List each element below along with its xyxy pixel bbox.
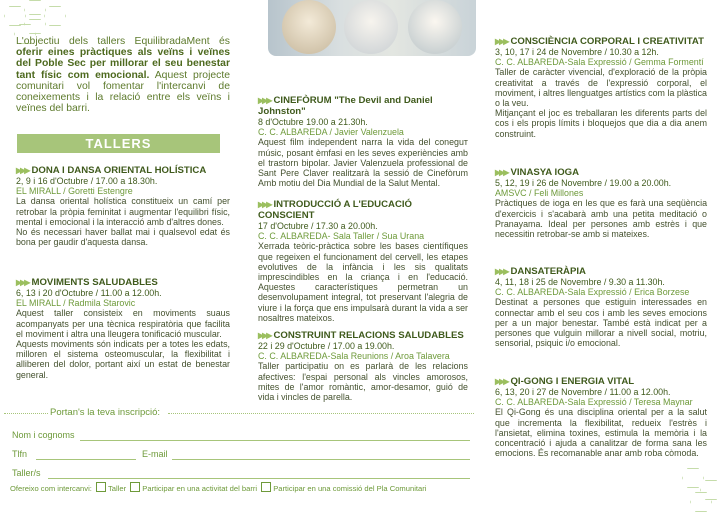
comissio-checkbox[interactable] bbox=[261, 482, 271, 492]
arrow-icon: ▶▶▶ bbox=[258, 200, 271, 209]
workshop-cineforum: ▶▶▶ CINEFÒRUM "The Devil and Daniel Johnston" 8 d'Octubre 19.00 a 21.30h. C. C. ALBAREDA / Javier Valenzuela Aquest film independent narra la vida del coneguт músic, posant èmfasi en les seves experiències amb el trastorn bipolar. Javier Valenzuela professional de Sant Pere Claver realitzarà la sessió de Cinefòrum Amb motiu del Dia Mundial de la Salut Mental. bbox=[258, 95, 468, 189]
arrow-icon: ▶▶▶ bbox=[495, 267, 508, 276]
photo-stretching-woman bbox=[344, 0, 398, 54]
form-title: Portan's la teva inscripció: bbox=[50, 407, 161, 418]
arrow-icon: ▶▶▶ bbox=[495, 168, 508, 177]
name-field[interactable] bbox=[80, 440, 470, 441]
email-label: E-mail bbox=[142, 449, 168, 459]
name-label: Nom i cognoms bbox=[12, 430, 75, 440]
workshop-relacions: ▶▶▶ CONSTRUINT RELACIONS SALUDABLES 22 i 29 d'Octubre / 17.00 a 19.00h. C. C. ALBAREDA-Sala Reunions / Aroa Talavera Taller participatiu on es parlarà de les relacions afectives: l'espai personal als vincles amorosos, mites de l'amor romàntic, amor-desamor, guió de vida i vincles de parella. bbox=[258, 330, 468, 403]
workshop-dona-dansa: ▶▶▶ DONA I DANSA ORIENTAL HOLÍSTICA 2, 9 i 16 d'Octubre / 17.00 a 18.30h. EL MIRALL / Goretti Estengre La dansa oriental holística constitueix un camí per retrobar la pròpia feminitat i augmentar l'equilibri físic, mental i emocional i la interacció amb d'altres dones. No és necessari haver ballat mai i qualsevol edat és bona per gaudir d'aquesta dansa. bbox=[16, 165, 230, 248]
taller-checkbox[interactable] bbox=[96, 482, 106, 492]
arrow-icon: ▶▶▶ bbox=[16, 166, 29, 175]
phone-field[interactable] bbox=[36, 459, 136, 460]
arrow-icon: ▶▶▶ bbox=[258, 96, 271, 105]
workshop-dansateràpia: ▶▶▶ DANSATERÀPIA 4, 11, 18 i 25 de Novembre / 9.30 a 11.30h. C. C. ALBAREDA-Sala Expressió / Erica Borzese Destinat a persones que estiguin interessades en connectar amb el seu cos i amb les seves emocions per a un major benestar. També està indicat per a persones que vulguin millorar a nivell social, motriu, sensorial, psiquic i/o emocional. bbox=[495, 266, 707, 349]
dotted-divider-left bbox=[4, 413, 48, 414]
arrow-icon: ▶▶▶ bbox=[258, 331, 271, 340]
taller-label: Taller/s bbox=[12, 468, 41, 478]
workshop-vinasya: ▶▶▶ VINASYA IOGA 5, 12, 19 i 26 de Novembre / 19.00 a 20.00h. AMSVC / Feli Millones Pràctiques de ioga en les que es farà una seqüència d'exercicis i s'acabarà amb una petita meditació o Pranayama. Ideal per persones amb estrès i que necessitin retrobar-se amb si mateixes. bbox=[495, 167, 707, 240]
exchange-options: Ofereixo com intercanvi: Taller Participar en una activitat del barri Participar en una comissió del Pla Comunitari bbox=[10, 484, 427, 493]
workshop-moviments: ▶▶▶ MOVIMENTS SALUDABLES 6, 13 i 20 d'Octubre / 11.00 a 12.00h. EL MIRALL / Radmila Starovic Aquest taller consisteix en moviments suaus acompanyats per una tècnica respiratòria que facilita el moviment i altra una lleugera tonificació muscular. Aquests moviments són indicats per a totes les edats, milloren el sistema osteomuscular, la flexibilitat i alliberen del dolor, portant així un estat de benestar general. bbox=[16, 277, 230, 380]
header-photos bbox=[268, 0, 476, 56]
phone-label: Tlfn bbox=[12, 449, 28, 459]
email-field[interactable] bbox=[172, 459, 470, 460]
photo-elderly-couple bbox=[282, 0, 336, 54]
registration-form bbox=[0, 406, 478, 511]
workshop-introduccio: ▶▶▶ INTRODUCCIÓ A L'EDUCACIÓ CONSCIENT 17 d'Octubre / 17.30 a 20.00h. C. C. ALBAREDA- Sala Taller / Sua Urana Xerrada teòric-pràctica sobre les bases científiques que regeixen el funcionament del cervell, les etapes evolutives de la infància i les sis qualitats imprescindibles en la criança i en l'educació. Aquestes característiques permetran un desenvolupament integral, tot preservant l'alegria de viure i la força que ens impulsarà durant la vida a ser nosaltres mateixos. bbox=[258, 199, 468, 323]
intro-paragraph: L'objectiu dels tallers EquilibradaMent és oferir eines pràctiques als veïns i veïnes del Poble Sec per millorar el seu benestar tant físic com emocional. Aquest projecte comunitari vol fomentar l'intercanvi de coneixements i la relació entre els veïns i veïnes del barri. bbox=[16, 36, 231, 115]
dotted-divider-right bbox=[168, 413, 474, 414]
photo-meditation bbox=[408, 0, 462, 54]
activitat-checkbox[interactable] bbox=[130, 482, 140, 492]
tallers-header: TALLERS bbox=[17, 134, 220, 153]
workshop-consciencia: ▶▶▶ CONSCIÈNCIA CORPORAL I CREATIVITAT 3, 10, 17 i 24 de Novembre / 10.30 a 12h. C. C. ALBAREDA-Sala Expressió / Gemma Formentí Taller de caràcter vivencial, d'exploració de la pròpia creativitat a través de l'expressió corporal, el moviment, i altres llenguatges artístics com la plàstica o la veu. Mitjançant el joc es treballaran les diferents parts del cos i els propis límits i bloquejos que dia a dia anem construint. bbox=[495, 36, 707, 139]
arrow-icon: ▶▶▶ bbox=[495, 37, 508, 46]
arrow-icon: ▶▶▶ bbox=[16, 278, 29, 287]
taller-field[interactable] bbox=[48, 478, 470, 479]
arrow-icon: ▶▶▶ bbox=[495, 377, 508, 386]
workshop-qigong: ▶▶▶ QI-GONG I ENERGIA VITAL 6, 13, 20 i 27 de Novembre / 11.00 a 12.00h. C. C. ALBAREDA-Sala Expressió / Teresa Maynar El Qi-Gong és una disciplina oriental per a la salut que incrementa la flexibilitat, redueix l'estrès i l'ansietat, elimina toxines, estimula la memòria i la concentració i ajuda a canalitzar de forma sana les emocions. És recomanable anar amb roba còmoda. bbox=[495, 376, 707, 459]
